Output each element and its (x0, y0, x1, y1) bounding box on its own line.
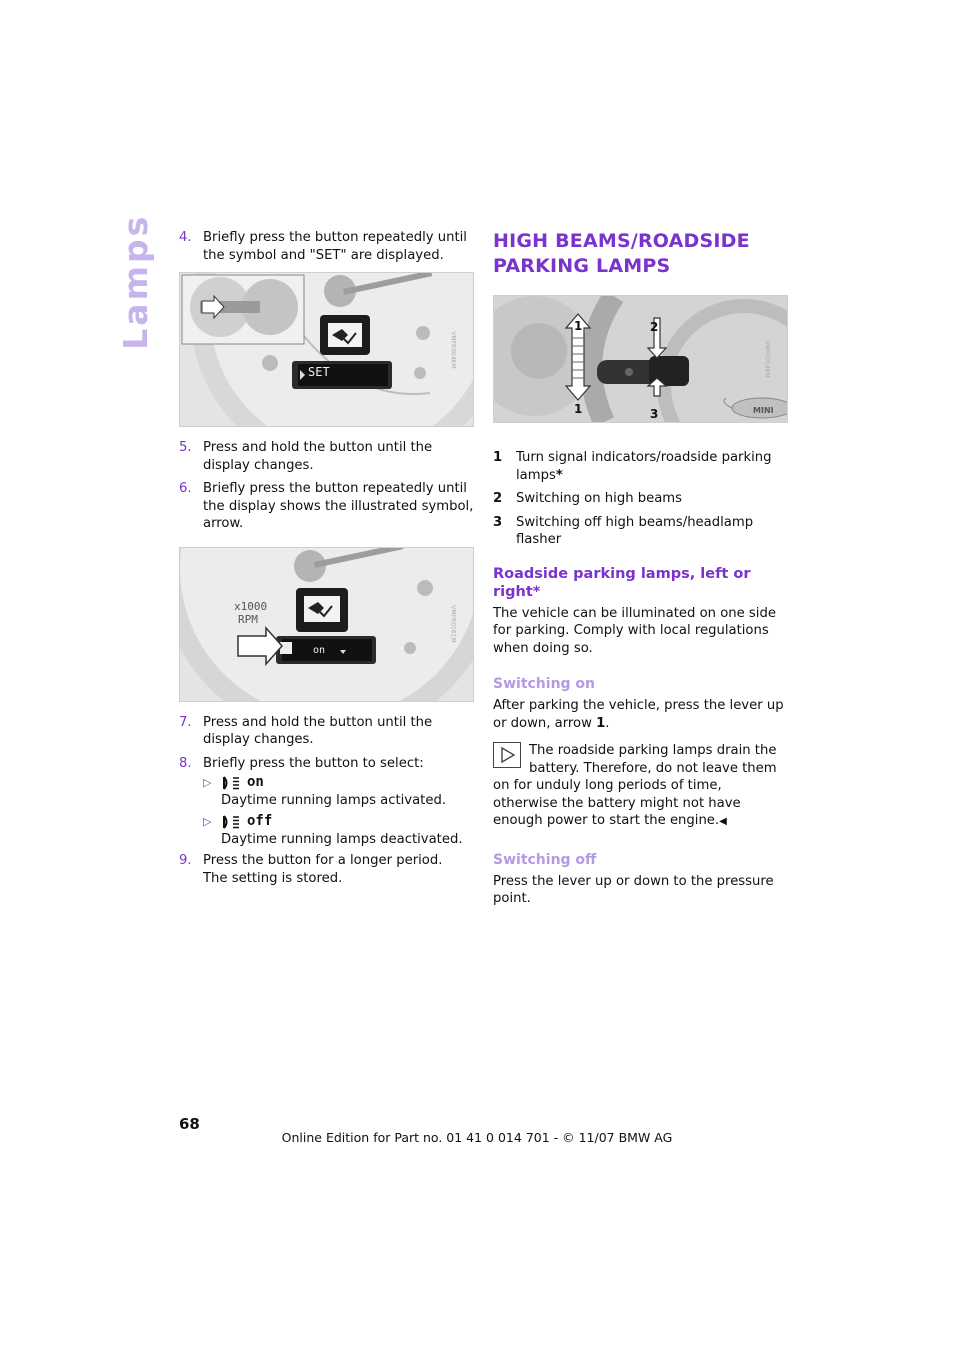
switching-off-text: Press the lever up or down to the pressure point. (493, 873, 774, 906)
step-text: Press and hold the button until the display changes. (203, 440, 433, 473)
section-heading-line2: PARKING LAMPS (493, 255, 671, 277)
figure-code: VMFR0148M (763, 340, 771, 378)
note-triangle-icon (493, 742, 521, 768)
step-text: Briefly press the button repeatedly until the display shows the illustrated symbol, arrow. (203, 481, 474, 531)
lcd-set-text: SET (308, 365, 330, 379)
footer-edition-text: Online Edition for Part no. 01 41 0 014 701 - © 11/07 BMW AG (281, 1130, 673, 1145)
switching-on-text (493, 697, 788, 732)
daytime-running-lamp-icon (221, 775, 243, 791)
step-number: 9. (179, 853, 192, 868)
note-text: The roadside parking lamps drain the battery. Therefore, do not leave them on for unduly long periods of time, otherwise the battery might not have enough power to start the engine. (493, 743, 777, 828)
figure-set-display (179, 272, 474, 427)
step-text (203, 852, 474, 887)
bullet-triangle-icon: ▷ (203, 815, 212, 828)
option-description: Daytime running lamps deactivated. (221, 831, 463, 847)
rpm-label: x1000 (234, 599, 268, 613)
step-text: Briefly press the button repeatedly until the symbol and "SET" are displayed. (203, 230, 467, 263)
step-6 (179, 480, 474, 533)
switching-on-text-body: After parking the vehicle, press the lever up or down, arrow (493, 698, 784, 731)
arrow-label-3: 3 (650, 407, 659, 421)
option-symbol-text: on (247, 774, 264, 790)
daytime-running-lamp-icon (221, 814, 243, 830)
arrow-label-1-bottom: 1 (574, 402, 583, 416)
subsection-text: The vehicle can be illuminated on one side for parking. Comply with local regulations when doing so. (493, 605, 776, 656)
step-number: 6. (179, 481, 192, 496)
instrument-cluster-illustration (180, 548, 473, 701)
option-on (203, 774, 474, 809)
step-4 (179, 229, 474, 264)
right-column (493, 229, 788, 914)
arrow-label-2: 2 (650, 320, 659, 334)
figure-lever (493, 295, 788, 423)
option-description: Daytime running lamps activated. (221, 792, 447, 808)
legend-text (516, 449, 788, 484)
page-number: 68 (179, 1115, 200, 1133)
legend-item-2 (493, 490, 788, 508)
option-symbol-text: off (247, 813, 273, 829)
daytime-lamps-off-symbol (221, 813, 474, 831)
step-number: 5. (179, 440, 192, 455)
bullet-triangle-icon: ▷ (203, 776, 212, 789)
figure-code: VMFR0161M (449, 605, 457, 643)
switching-on-title: Switching on (493, 676, 596, 692)
step-7 (179, 714, 474, 749)
legend-list (493, 449, 788, 549)
daytime-lamps-on-symbol (221, 774, 474, 792)
note-end-marker: ◀ (719, 816, 727, 827)
instrument-cluster-illustration (180, 273, 473, 426)
step-number: 7. (179, 714, 192, 730)
steering-column-lever-illustration (494, 296, 787, 422)
mini-logo-text: MINI (753, 406, 774, 415)
section-side-tab-label: Lamps (116, 214, 156, 350)
note-box (493, 742, 788, 831)
lcd-on-text: on (313, 644, 326, 656)
legend-number: 1 (493, 450, 503, 465)
arrow-label-1-top: 1 (574, 319, 583, 333)
legend-text: Switching on high beams (516, 491, 683, 506)
step-8 (179, 755, 474, 773)
section-heading (493, 229, 788, 279)
arrow-reference: 1 (596, 715, 606, 731)
legend-item-3 (493, 514, 788, 549)
step-number: 4. (179, 230, 192, 245)
section-heading-line1: HIGH BEAMS/ROADSIDE (493, 230, 750, 252)
punctuation: . (605, 715, 610, 731)
figure-code: VMFR0046M (449, 330, 457, 369)
subsection-title: Roadside parking lamps, left or right* (493, 565, 751, 600)
step-9 (179, 852, 474, 887)
left-column (179, 229, 474, 893)
rpm-unit: RPM (238, 612, 258, 626)
legend-number: 2 (493, 491, 503, 506)
legend-number: 3 (493, 514, 503, 530)
legend-item-1 (493, 449, 788, 484)
step-text: Briefly press the button to select: (203, 755, 424, 771)
step-text: Press and hold the button until the display changes. (203, 714, 433, 747)
switching-off-title: Switching off (493, 851, 597, 868)
figure-symbol-display (179, 547, 474, 702)
option-off (203, 813, 474, 848)
step-5 (179, 439, 474, 474)
availability-star: * (555, 467, 563, 483)
legend-text-body: Turn signal indicators/roadside parking lamps (516, 450, 772, 483)
section-side-tab (116, 214, 156, 350)
step-text-line1: Press the button for a longer period. (203, 853, 443, 868)
step-text-line2: The setting is stored. (203, 870, 343, 886)
step-number: 8. (179, 755, 192, 771)
legend-text: Switching off high beams/headlamp flasher (516, 514, 754, 547)
